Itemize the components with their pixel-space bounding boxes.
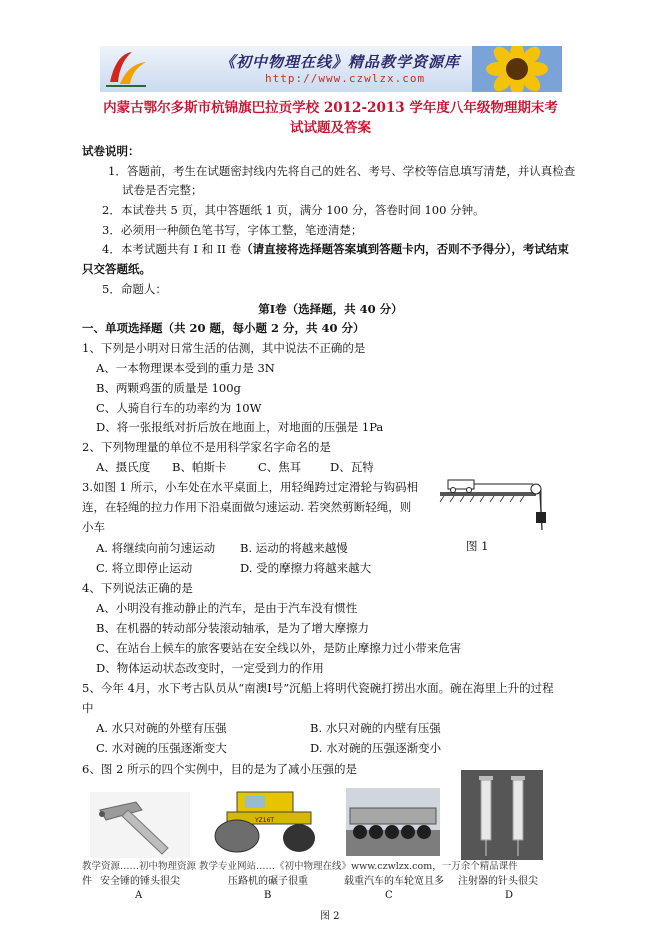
q1-option-a: A、一本物理课本受到的重力是 3N [96,361,275,375]
syringe-image [461,770,543,860]
q3-option-b: B. 运动的将越来越慢 [240,541,348,555]
q3-stem-line1: 3.如图 1 所示，小车处在水平桌面上，用轻绳跨过定滑轮与钩码相 [82,480,419,494]
q3-option-c: C. 将立即停止运动 [96,561,193,575]
q6-letter-d: D [505,890,514,901]
q5-option-b: B. 水只对碗的内壁有压强 [310,721,441,735]
instruction-1: 1．答题前，考生在试题密封线内先将自己的姓名、考号、学校等信息填写清楚，并认真检查 [108,164,576,178]
q2-option-c: C、焦耳 [258,460,302,474]
q1-option-c: C、人骑自行车的功率约为 10W [96,401,262,415]
q5-option-d: D. 水对碗的压强逐渐变小 [310,741,442,755]
q2-stem: 2、下列物理量的单位不是用科学家名字命名的是 [82,440,331,454]
q4-option-b: B、在机器的转动部分装滚动轴承，是为了增大摩擦力 [96,621,369,635]
footer-watermark-line: 教学资源……初中物理资源 教学专业网站……《初中物理在线》www.czwlzx.com，一万余个精品课件 [82,861,518,872]
q4-option-a: A、小明没有推动静止的汽车，是由于汽车没有惯性 [96,601,358,615]
q6-caption-d: 注射器的针头很尖 [458,876,538,887]
figure1-label: 图 1 [466,539,489,553]
q6-letter-c: C [385,890,393,901]
site-logo-icon [102,48,150,90]
q6-letter-b: B [264,890,272,901]
instruction-4 [102,241,569,257]
road-roller-image [207,786,327,856]
q6-caption-b: 压路机的碾子很重 [228,876,308,887]
instruction-4-emphasis: （请直接将选择题答案填到答题卡内，否则不予得分），考试结束 [241,242,569,256]
q2-option-a: A、摄氏度 [96,460,151,474]
instruction-1-cont: 试卷是否完整； [122,183,203,197]
q6-stem: 6、图 2 所示的四个实例中，目的是为了减小压强的是 [82,762,357,776]
instruction-5: 5．命题人： [102,282,167,296]
q5-option-a: A. 水只对碗的外壁有压强 [96,721,227,735]
footer-left-fragment: 件 [82,876,92,887]
document-title-line1: 内蒙古鄂尔多斯市杭锦旗巴拉贡学校 2012-2013 学年度八年级物理期末考 [103,100,558,116]
q3-option-d: D. 受的摩擦力将越来越大 [240,561,372,575]
part1-heading: 第Ⅰ卷（选择题，共 40 分） [258,302,403,316]
q4-stem: 4、下列说法正确的是 [82,581,193,595]
q4-option-d: D、物体运动状态改变时，一定受到力的作用 [96,661,324,675]
q1-stem: 1、下列是小明对日常生活的估测，其中说法不正确的是 [82,341,366,355]
q5-stem-line1: 5、今年 4月，水下考古队员从“南澳Ⅰ号”沉船上将明代瓷碗打捞出水面。碗在海里上升的过程 [82,681,554,695]
q3-stem-line3: 小车 [82,520,105,534]
q6-caption-a: 安全锤的锤头很尖 [100,876,180,887]
roller-model-text: YZ16T [255,817,275,824]
banner-url[interactable]: http://www.czwlzx.com [265,72,426,85]
q3-option-a: A. 将继续向前匀速运动 [96,541,216,555]
safety-hammer-image [90,792,190,858]
q5-option-c: C. 水对碗的压强逐渐变大 [96,741,227,755]
sunflower-icon [472,46,562,92]
q2-option-d: D、瓦特 [330,460,374,474]
banner-title: 《初中物理在线》精品教学资源库 [220,53,461,71]
q2-option-b: B、帕斯卡 [172,460,227,474]
instruction-3: 3．必须用一种颜色笔书写，字体工整，笔迹清楚； [102,223,363,237]
q6-caption-c: 载重汽车的车轮宽且多 [344,876,444,887]
section1-heading: 一、单项选择题（共 20 题，每小题 2 分，共 40 分） [82,321,365,335]
q6-letter-a: A [135,890,143,901]
header-banner [100,46,562,92]
instructions-heading: 试卷说明： [82,144,140,158]
q1-option-d: D、将一张报纸对折后放在地面上，对地面的压强是 1Pa [96,420,384,434]
instruction-4-cont: 只交答题纸。 [82,262,151,276]
q5-stem-line2: 中 [82,701,94,715]
q3-stem-line2: 连，在轻绳的拉力作用下沿桌面做匀速运动. 若突然剪断轻绳，则 [82,500,412,514]
instruction-4-text: 4．本考试题共有 I 和 II 卷 [102,242,242,256]
q1-option-b: B、两颗鸡蛋的质量是 100g [96,381,241,395]
figure2-label: 图 2 [320,911,340,922]
truck-wheels-image [346,788,440,856]
figure1-cart-pulley [438,470,568,540]
document-title-line2: 试试题及答案 [290,120,371,136]
q4-option-c: C、在站台上候车的旅客要站在安全线以外，是防止摩擦力过小带来危害 [96,641,462,655]
instruction-2: 2．本试卷共 5 页，其中答题纸 1 页，满分 100 分，答卷时间 100 分钟。 [102,203,485,217]
